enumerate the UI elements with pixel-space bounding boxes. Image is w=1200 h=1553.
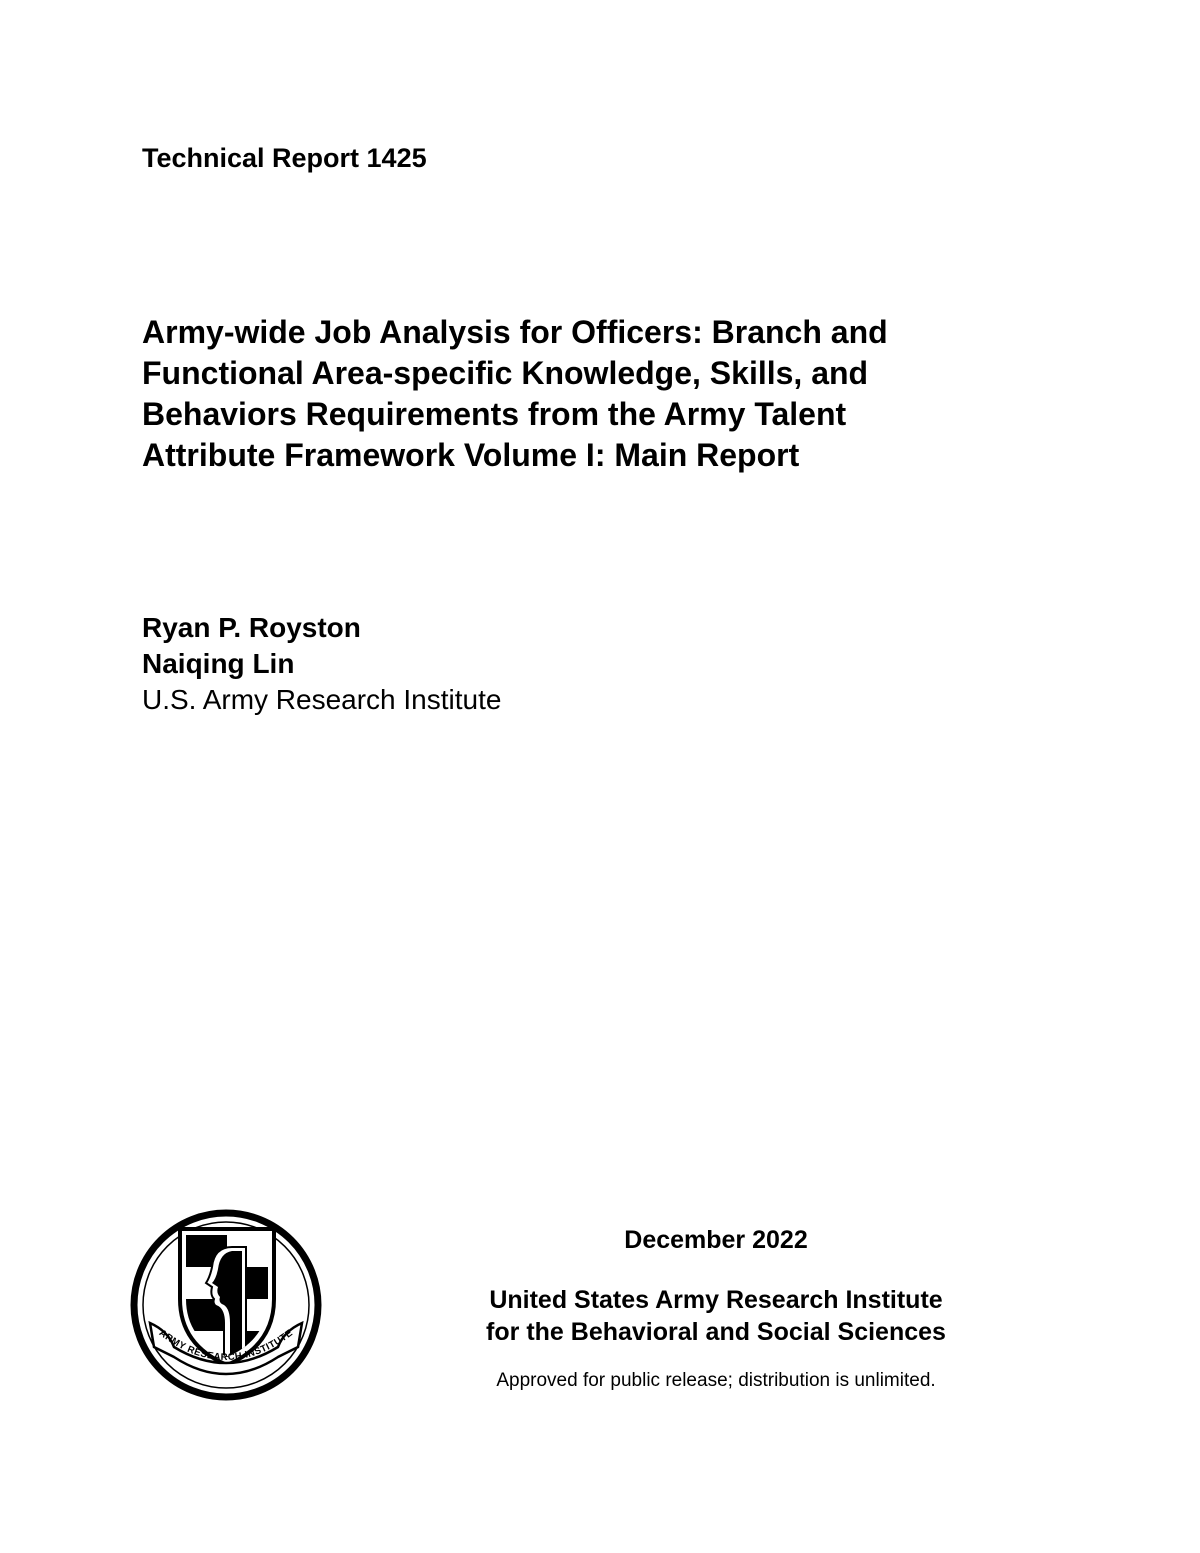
publisher-line: United States Army Research Institute	[489, 1286, 943, 1314]
report-title-line: Attribute Framework Volume I: Main Report	[142, 437, 800, 473]
author-affiliation: U.S. Army Research Institute	[142, 684, 502, 715]
report-number: Technical Report 1425	[142, 143, 427, 173]
author-name: Ryan P. Royston	[142, 612, 361, 643]
publisher-line: for the Behavioral and Social Sciences	[486, 1318, 946, 1346]
report-title	[142, 312, 1042, 476]
report-title-line: Functional Area-specific Knowledge, Skills, and	[142, 355, 869, 391]
army-research-institute-seal-icon	[128, 1207, 324, 1403]
author-block	[142, 610, 501, 718]
svg-text:ARMY RESEARCH INSTITUTE: ARMY RESEARCH INSTITUTE	[156, 1327, 296, 1364]
distribution-statement: Approved for public release; distribution is unlimited.	[496, 1370, 936, 1391]
report-title-line: Army-wide Job Analysis for Officers: Branch and	[142, 314, 888, 350]
publication-date: December 2022	[624, 1226, 808, 1254]
publication-info	[430, 1222, 1002, 1394]
report-title-line: Behaviors Requirements from the Army Talent	[142, 396, 847, 432]
author-name: Naiqing Lin	[142, 648, 295, 679]
